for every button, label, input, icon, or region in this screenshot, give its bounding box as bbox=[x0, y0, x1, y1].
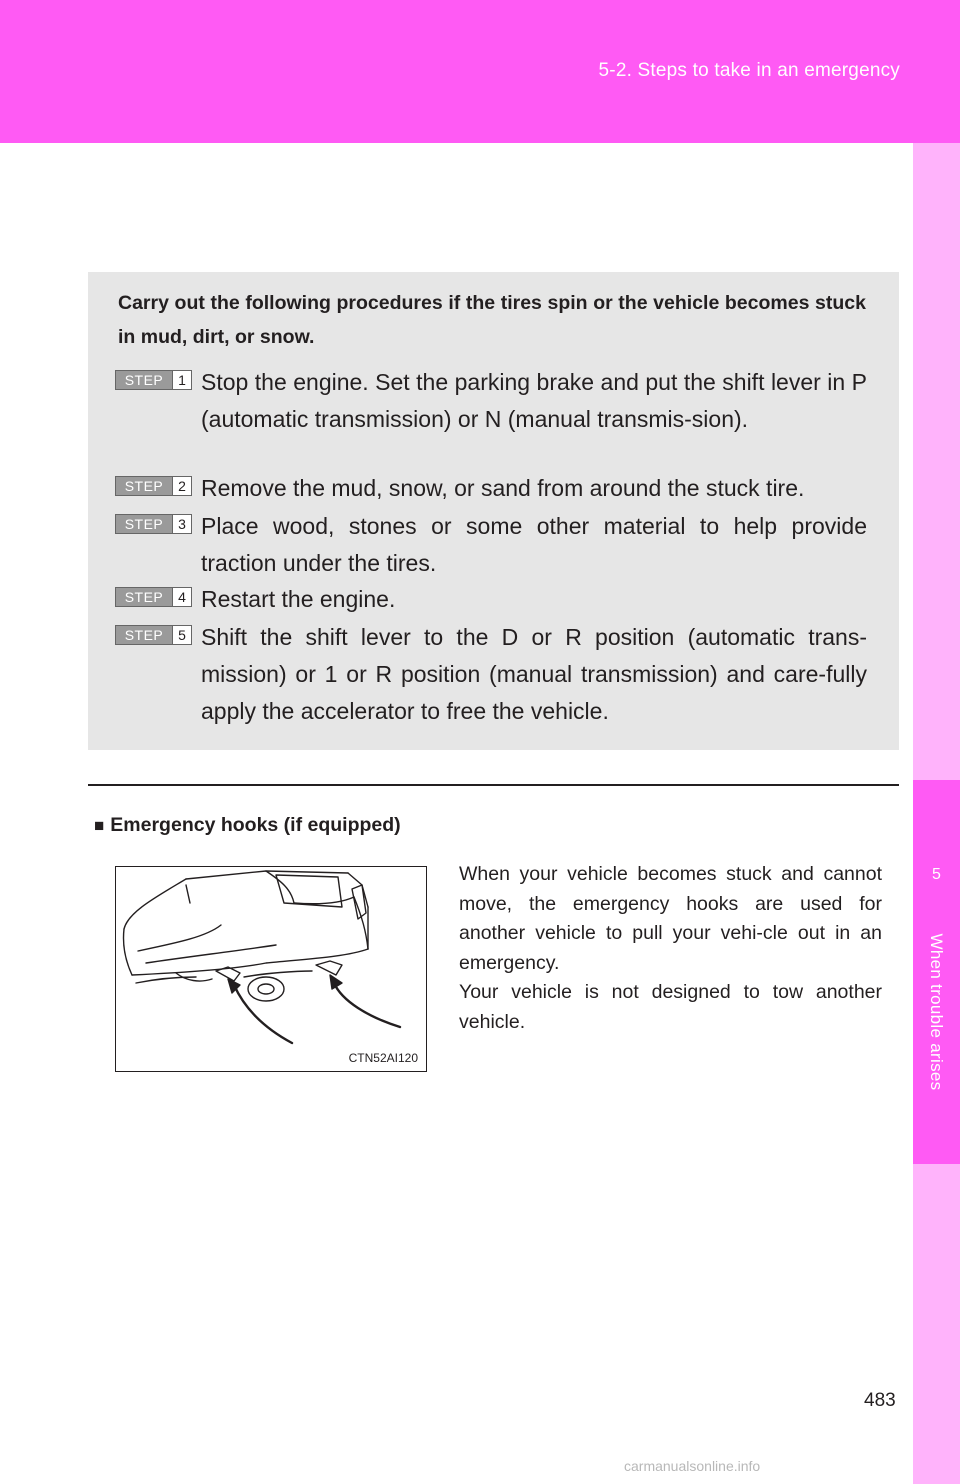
step-badge bbox=[115, 625, 192, 645]
step-word: STEP bbox=[124, 478, 164, 494]
step-text: Stop the engine. Set the parking brake and put the shift lever in P (automatic transmission) or N (manual transmis-sion). bbox=[201, 369, 867, 432]
step-1 bbox=[115, 364, 867, 438]
step-text: Restart the engine. bbox=[201, 586, 396, 612]
step-number: 5 bbox=[172, 626, 191, 644]
step-text: Place wood, stones or some other material to help provide traction under the tires. bbox=[201, 513, 867, 576]
figure-code: CTN52AI120 bbox=[348, 1051, 418, 1065]
step-text: Remove the mud, snow, or sand from around the stuck tire. bbox=[201, 475, 805, 501]
section-divider bbox=[88, 784, 899, 786]
step-number: 4 bbox=[172, 588, 191, 606]
procedure-intro: Carry out the following procedures if the tires spin or the vehicle becomes stuck in mud, dirt, or snow. bbox=[118, 292, 866, 348]
step-4 bbox=[115, 581, 867, 618]
step-word: STEP bbox=[124, 627, 164, 643]
paragraph: When your vehicle becomes stuck and cannot move, the emergency hooks are used for another vehicle to pull your vehi-cle out in an emergency. bbox=[459, 863, 882, 974]
step-word: STEP bbox=[124, 516, 164, 532]
emergency-hooks-heading bbox=[94, 814, 401, 837]
step-number: 2 bbox=[172, 477, 191, 495]
page-number: 483 bbox=[864, 1390, 896, 1411]
emergency-hooks-description bbox=[459, 860, 882, 1037]
step-text: Shift the shift lever to the D or R position (automatic trans-mission) or 1 or R position (manual transmission) and care-fully apply the accelerator to free the vehicle. bbox=[201, 624, 867, 724]
step-number: 3 bbox=[172, 515, 191, 533]
step-badge bbox=[115, 514, 192, 534]
chapter-label: When trouble arises bbox=[927, 933, 946, 1091]
step-word: STEP bbox=[124, 589, 164, 605]
step-word: STEP bbox=[124, 372, 164, 388]
step-badge bbox=[115, 476, 192, 496]
watermark: carmanualsonline.info bbox=[624, 1458, 761, 1474]
vehicle-rear-underside-illustration bbox=[116, 867, 426, 1071]
step-3 bbox=[115, 508, 867, 582]
paragraph: Your vehicle is not designed to tow another vehicle. bbox=[459, 981, 882, 1033]
step-number: 1 bbox=[172, 371, 191, 389]
step-5 bbox=[115, 619, 867, 730]
square-bullet-icon: ■ bbox=[94, 816, 105, 835]
emergency-hooks-figure bbox=[115, 866, 427, 1072]
step-badge bbox=[115, 370, 192, 390]
chapter-number: 5 bbox=[932, 866, 941, 883]
step-2 bbox=[115, 470, 867, 507]
step-badge bbox=[115, 587, 192, 607]
heading-text: Emergency hooks (if equipped) bbox=[110, 814, 401, 836]
section-title: 5-2. Steps to take in an emergency bbox=[598, 60, 900, 81]
